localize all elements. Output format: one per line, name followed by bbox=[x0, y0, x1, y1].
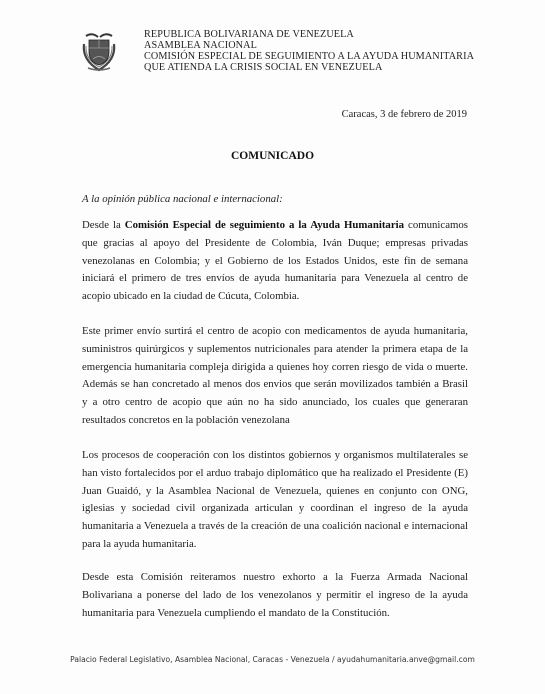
paragraph-4: Desde esta Comisión reiteramos nuestro exhorto a la Fuerza Armada Nacional Bolivariana a ponerse del lado de los venezolanos y permitir el ingreso de la ayuda humanitaria para Venezuela cumpliendo el mandato de la Constitución. bbox=[82, 571, 468, 619]
letterhead bbox=[144, 29, 474, 73]
paragraph-1-rest: comunicamos que gracias al apoyo del Presidente de Colombia, Iván Duque; empresas privadas venezolanas en Colombia; y el Gobierno de los Estados Unidos, este fin de semana iniciará el primero de tres envíos de ayuda humanitaria para Venezuela al centro de acopio ubicado en la ciudad de Cúcuta, Colombia. bbox=[82, 219, 468, 303]
coat-of-arms-icon bbox=[80, 30, 118, 72]
letterhead-line-country: REPUBLICA BOLIVARIANA DE VENEZUELA bbox=[144, 29, 354, 40]
letterhead-line-assembly: ASAMBLEA NACIONAL bbox=[144, 40, 257, 51]
paragraph-3: Los procesos de cooperación con los distintos gobiernos y organismos multilaterales se han visto fortalecidos por el arduo trabajo diplomático que ha realizado el Presidente (E) Juan Guaidó, y la Asamblea Nacional de Venezuela, quienes en conjunto con ONG, iglesias y sociedad civil organizada articulan y coordinan el ingreso de la ayuda humanitaria a Venezuela a través de la creación de una coalición nacional e internacional para la ayuda humanitaria. bbox=[82, 449, 468, 550]
paragraph-2: Este primer envío surtirá el centro de acopio con medicamentos de ayuda humanitaria, suministros quirúrgicos y suplementos nutricionales para atender la primera etapa de la emergencia humanitaria compleja dirigida a quienes hoy corren riesgo de vida o muerte. Además se han concretado al menos dos envios que serán movilizados también a Brasil y a otro centro de acopio que aún no ha sido anunciado, los cuales que generaran resultados concretos en la población venezolana bbox=[82, 325, 468, 426]
greeting: A la opinión pública nacional e internacional: bbox=[82, 193, 283, 205]
paragraph-1-lead: Desde la bbox=[82, 219, 125, 231]
document-title: COMUNICADO bbox=[230, 150, 315, 162]
letterhead-line-commission-cont: QUE ATIENDA LA CRISIS SOCIAL EN VENEZUELA bbox=[144, 62, 383, 73]
document-date: Caracas, 3 de febrero de 2019 bbox=[341, 109, 467, 120]
footer-address: Palacio Federal Legislativo, Asamblea Nacional, Caracas - Venezuela / ayudahumanitaria.anve@gmail.com bbox=[70, 655, 475, 664]
paragraph-1 bbox=[82, 217, 468, 306]
letterhead-line-commission: COMISIÓN ESPECIAL DE SEGUIMIENTO A LA AYUDA HUMANITARIA bbox=[144, 51, 475, 62]
paragraph-1-bold: Comisión Especial de seguimiento a la Ayuda Humanitaria bbox=[124, 219, 405, 231]
